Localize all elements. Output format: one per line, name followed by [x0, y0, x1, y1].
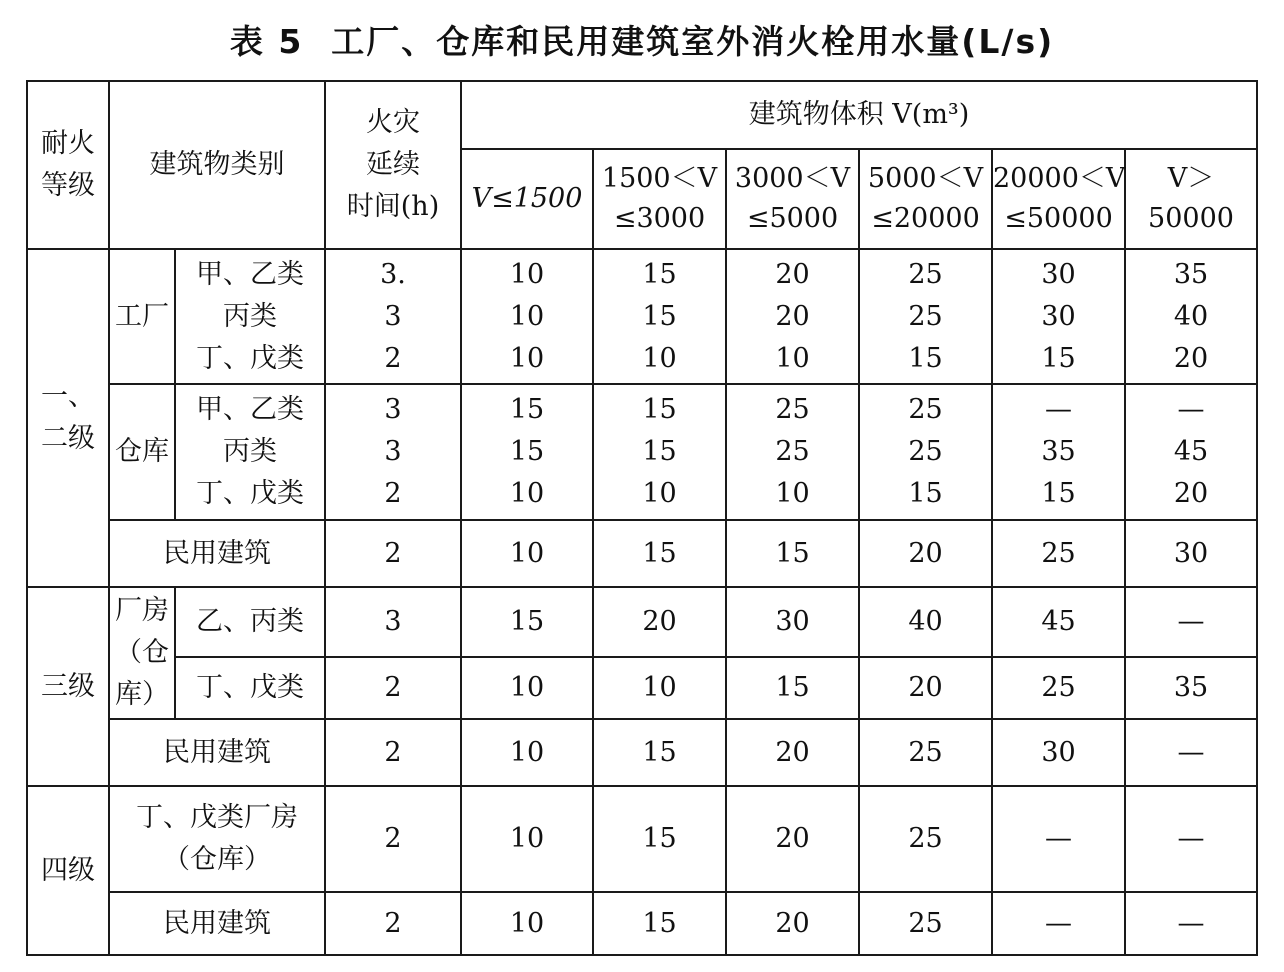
- table-caption: [0, 16, 1284, 68]
- duration-cell: 3 3 2: [325, 384, 461, 520]
- value-cell: 10: [461, 520, 593, 587]
- value-cell: 20: [726, 892, 859, 955]
- value-cell: —: [992, 786, 1125, 892]
- value-cell: — 45 20: [1125, 384, 1257, 520]
- class-cell: 甲、乙类 丙类 丁、戊类: [175, 384, 325, 520]
- header-volume-range: 5000＜V ≤20000: [859, 149, 992, 249]
- duration-cell: 3. 3 2: [325, 249, 461, 384]
- value-cell: 30: [1125, 520, 1257, 587]
- header-volume-range: 1500＜V ≤3000: [593, 149, 726, 249]
- value-cell: 15 15 10: [593, 249, 726, 384]
- value-cell: —: [1125, 892, 1257, 955]
- value-cell: 35: [1125, 657, 1257, 719]
- value-cell: 25: [992, 520, 1125, 587]
- value-cell: 20: [859, 657, 992, 719]
- value-cell: 15: [593, 719, 726, 786]
- rating-cell: 四级: [27, 786, 109, 955]
- class-cell: 甲、乙类 丙类 丁、戊类: [175, 249, 325, 384]
- header-volume-range: V≤1500: [461, 149, 593, 249]
- subgroup-label: 厂房 （仓 库）: [109, 587, 175, 719]
- value-cell: 15: [461, 587, 593, 657]
- value-cell: —: [1125, 786, 1257, 892]
- subgroup-label: 仓库: [109, 384, 175, 520]
- value-cell: 10: [461, 786, 593, 892]
- value-cell: 10: [461, 719, 593, 786]
- value-cell: —: [1125, 719, 1257, 786]
- header-category: 建筑物类别: [109, 81, 325, 249]
- value-cell: 15: [726, 520, 859, 587]
- duration-cell: 2: [325, 657, 461, 719]
- value-cell: 25: [859, 786, 992, 892]
- civil-building-label: 民用建筑: [109, 719, 325, 786]
- value-cell: —: [992, 892, 1125, 955]
- rating-cell: 一、 二级: [27, 249, 109, 587]
- header-duration: 火灾 延续 时间(h): [325, 81, 461, 249]
- class-cell: 乙、丙类: [175, 587, 325, 657]
- value-cell: 10: [461, 657, 593, 719]
- value-cell: 10 10 10: [461, 249, 593, 384]
- value-cell: —: [1125, 587, 1257, 657]
- value-cell: 20: [726, 719, 859, 786]
- value-cell: 20: [859, 520, 992, 587]
- value-cell: 35 40 20: [1125, 249, 1257, 384]
- value-cell: 15: [593, 892, 726, 955]
- duration-cell: 2: [325, 719, 461, 786]
- value-cell: 10: [593, 657, 726, 719]
- duration-cell: 2: [325, 892, 461, 955]
- value-cell: 25: [992, 657, 1125, 719]
- header-volume-range: V＞ 50000: [1125, 149, 1257, 249]
- header-volume-range: 3000＜V ≤5000: [726, 149, 859, 249]
- civil-building-label: 民用建筑: [109, 892, 325, 955]
- header-volume-range: 20000＜V ≤50000: [992, 149, 1125, 249]
- subgroup-label: 工厂: [109, 249, 175, 384]
- value-cell: 10: [461, 892, 593, 955]
- table-number: 表 5: [229, 22, 304, 61]
- value-cell: 15: [726, 657, 859, 719]
- value-cell: 40: [859, 587, 992, 657]
- value-cell: 20: [726, 786, 859, 892]
- value-cell: 20 20 10: [726, 249, 859, 384]
- duration-cell: 2: [325, 520, 461, 587]
- header-rating: 耐火 等级: [27, 81, 109, 249]
- rating-cell: 三级: [27, 587, 109, 786]
- value-cell: 15 15 10: [593, 384, 726, 520]
- table-title: 工厂、仓库和民用建筑室外消火栓用水量(L/s): [331, 22, 1055, 61]
- value-cell: — 35 15: [992, 384, 1125, 520]
- value-cell: 25 25 10: [726, 384, 859, 520]
- value-cell: 25 25 15: [859, 384, 992, 520]
- value-cell: 25: [859, 719, 992, 786]
- value-cell: 20: [593, 587, 726, 657]
- value-cell: 30: [992, 719, 1125, 786]
- class-cell: 丁、戊类厂房 （仓库）: [109, 786, 325, 892]
- fire-water-table: [26, 80, 1258, 956]
- value-cell: 45: [992, 587, 1125, 657]
- value-cell: 15: [593, 520, 726, 587]
- civil-building-label: 民用建筑: [109, 520, 325, 587]
- value-cell: 15: [593, 786, 726, 892]
- value-cell: 25 25 15: [859, 249, 992, 384]
- value-cell: 25: [859, 892, 992, 955]
- duration-cell: 3: [325, 587, 461, 657]
- value-cell: 15 15 10: [461, 384, 593, 520]
- value-cell: 30 30 15: [992, 249, 1125, 384]
- class-cell: 丁、戊类: [175, 657, 325, 719]
- duration-cell: 2: [325, 786, 461, 892]
- value-cell: 30: [726, 587, 859, 657]
- header-volume-group: 建筑物体积 V(m³): [461, 81, 1257, 149]
